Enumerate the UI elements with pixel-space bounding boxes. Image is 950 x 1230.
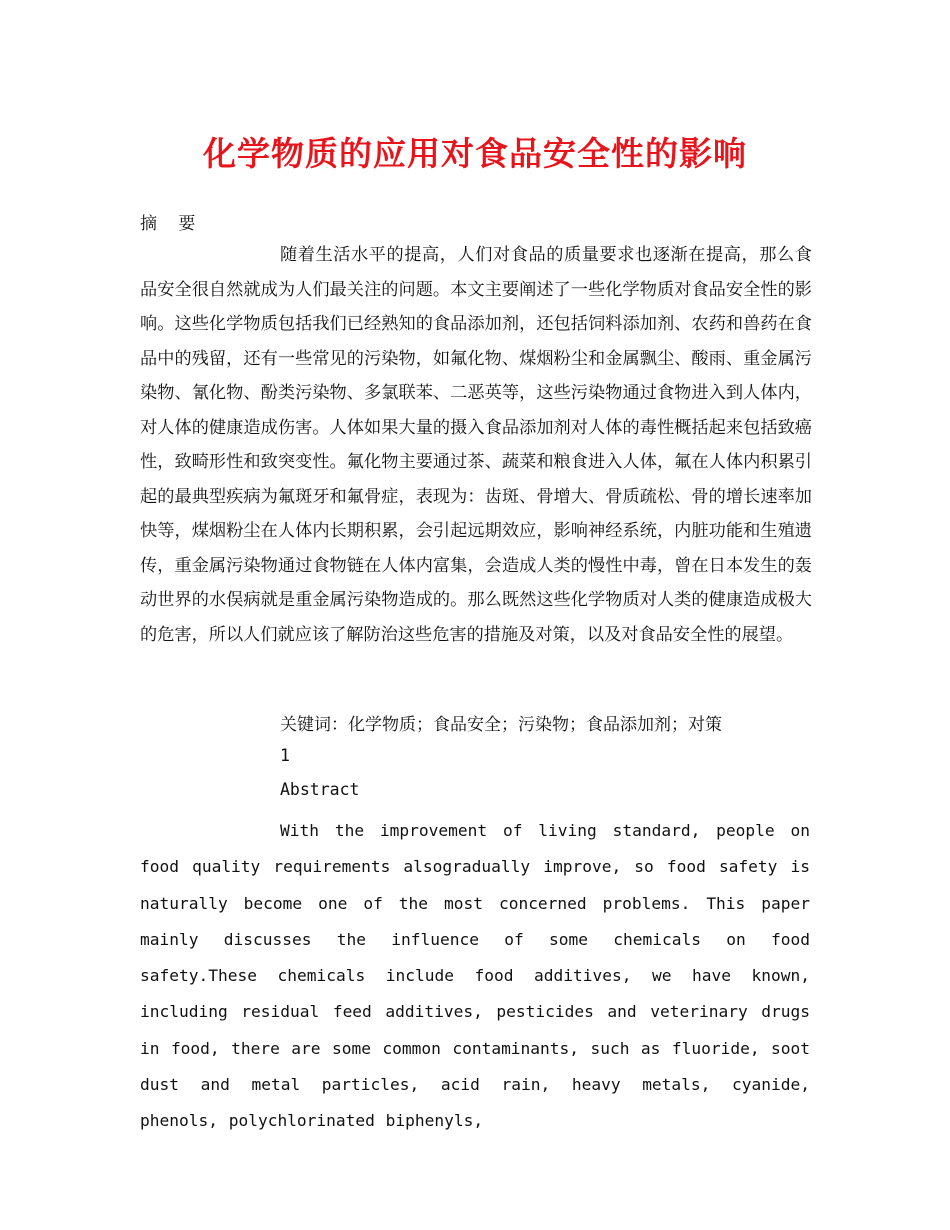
english-abstract-paragraph: With the improvement of living standard, people on food quality requirements alsogradually improve, so food safety is naturally become one of the most concerned problems. This paper mainly discusses the influence of some chemicals on food safety.These chemicals include food additives, we have known, including residual feed additives, pesticides and veterinary drugs in food, there are some common contaminants, such as fluoride, soot dust and metal particles, acid rain, heavy metals, cyanide, phenols, polychlorinated biphenyls, xyxy=(140,821,810,1131)
page-number: 1 xyxy=(280,746,290,765)
keywords-line: 关键词：化学物质；食品安全；污染物；食品添加剂；对策 xyxy=(280,715,722,735)
chinese-abstract-paragraph: 随着生活水平的提高，人们对食品的质量要求也逐渐在提高，那么食品安全很自然就成为人们最关注的问题。本文主要阐述了一些化学物质对食品安全性的影响。这些化学物质包括我们已经熟知的食品添加剂，还包括饲料添加剂、农药和兽药在食品中的残留，还有一些常见的污染物，如氟化物、煤烟粉尘和金属飘尘、酸雨、重金属污染物、氰化物、酚类污染物、多氯联苯、二恶英等，这些污染物通过食物进入到人体内，对人体的健康造成伤害。人体如果大量的摄入食品添加剂对人体的毒性概括起来包括致癌性，致畸形性和致突变性。氟化物主要通过茶、蔬菜和粮食进入人体，氟在人体内积累引起的最典型疾病为氟斑牙和氟骨症，表现为：齿斑、骨增大、骨质疏松、骨的增长速率加快等，煤烟粉尘在人体内长期积累，会引起远期效应，影响神经系统，内脏功能和生殖遗传，重金属污染物通过食物链在人体内富集，会造成人类的慢性中毒，曾在日本发生的轰动世界的水俣病就是重金属污染物造成的。那么既然这些化学物质对人类的健康造成极大的危害，所以人们就应该了解防治这些危害的措施及对策，以及对食品安全性的展望。 xyxy=(140,245,812,645)
english-abstract-heading: Abstract xyxy=(280,780,360,799)
abstract-label: 摘 要 xyxy=(140,214,204,234)
document-title: 化学物质的应用对食品安全性的影响 xyxy=(203,134,747,173)
